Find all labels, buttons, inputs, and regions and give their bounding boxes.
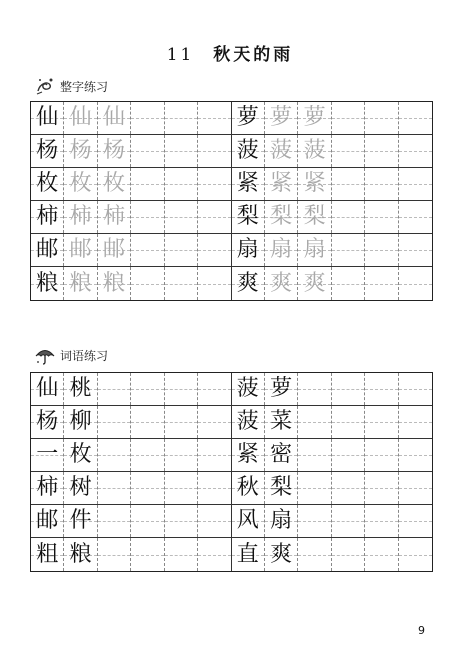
writing-cell[interactable]	[31, 201, 64, 233]
writing-cell[interactable]	[399, 505, 432, 537]
writing-cell[interactable]	[31, 234, 64, 266]
writing-cell[interactable]	[399, 168, 432, 200]
writing-cell[interactable]	[131, 102, 164, 134]
writing-cell[interactable]	[31, 472, 64, 504]
writing-cell[interactable]	[165, 439, 198, 471]
writing-cell[interactable]	[332, 472, 365, 504]
writing-cell[interactable]	[165, 373, 198, 405]
writing-cell[interactable]	[131, 538, 164, 571]
writing-cell[interactable]	[265, 267, 298, 300]
grid-row	[31, 538, 432, 571]
character: 邮	[36, 508, 59, 533]
writing-cell[interactable]	[98, 505, 131, 537]
grid-row	[31, 505, 432, 538]
writing-cell[interactable]	[31, 135, 64, 167]
character: 菠	[303, 138, 326, 163]
writing-cell[interactable]	[165, 135, 198, 167]
grid-row	[31, 267, 432, 300]
writing-cell[interactable]	[98, 439, 131, 471]
character: 秋	[236, 475, 259, 500]
writing-cell[interactable]	[98, 201, 131, 233]
writing-cell[interactable]	[98, 406, 131, 438]
character: 柿	[69, 204, 92, 229]
writing-cell[interactable]	[298, 102, 331, 134]
writing-cell[interactable]	[298, 538, 331, 571]
writing-cell[interactable]	[365, 135, 398, 167]
writing-cell[interactable]	[332, 135, 365, 167]
writing-cell[interactable]	[232, 406, 265, 438]
character: 柿	[36, 475, 59, 500]
character: 枚	[69, 442, 92, 467]
writing-cell[interactable]	[131, 168, 164, 200]
writing-cell[interactable]	[399, 135, 432, 167]
character: 菠	[236, 409, 259, 434]
writing-cell[interactable]	[265, 234, 298, 266]
character: 柳	[69, 409, 92, 434]
writing-cell[interactable]	[298, 439, 331, 471]
writing-cell[interactable]	[298, 201, 331, 233]
writing-cell[interactable]	[298, 234, 331, 266]
character: 爽	[270, 270, 293, 296]
character: 杨	[36, 138, 59, 163]
writing-cell[interactable]	[399, 406, 432, 438]
character: 梨	[270, 204, 293, 229]
writing-cell[interactable]	[165, 472, 198, 504]
writing-cell[interactable]	[98, 538, 131, 571]
writing-cell[interactable]	[131, 505, 164, 537]
writing-cell[interactable]	[64, 505, 97, 537]
character: 杨	[103, 138, 126, 163]
writing-cell[interactable]	[198, 472, 231, 504]
writing-cell[interactable]	[64, 373, 97, 405]
character: 萝	[270, 376, 293, 401]
grid-row	[31, 234, 432, 267]
writing-cell[interactable]	[399, 373, 432, 405]
writing-cell[interactable]	[232, 168, 265, 200]
character: 桃	[69, 376, 92, 401]
character: 菜	[270, 409, 293, 434]
writing-cell[interactable]	[198, 373, 231, 405]
swirl-sprite-icon	[34, 75, 56, 97]
writing-cell[interactable]	[64, 201, 97, 233]
writing-cell[interactable]	[165, 102, 198, 134]
writing-cell[interactable]	[265, 406, 298, 438]
writing-cell[interactable]	[298, 472, 331, 504]
writing-cell[interactable]	[31, 538, 64, 571]
character: 扇	[303, 237, 326, 262]
character: 紧	[270, 171, 293, 196]
character: 紧	[236, 171, 259, 196]
character: 杨	[69, 138, 92, 163]
writing-cell[interactable]	[232, 538, 265, 571]
writing-cell[interactable]	[165, 168, 198, 200]
writing-cell[interactable]	[198, 102, 231, 134]
writing-cell[interactable]	[265, 472, 298, 504]
writing-cell[interactable]	[399, 538, 432, 571]
writing-cell[interactable]	[31, 267, 64, 300]
character: 菠	[270, 138, 293, 163]
writing-cell[interactable]	[399, 267, 432, 300]
grid-row	[31, 135, 432, 168]
writing-cell[interactable]	[98, 102, 131, 134]
writing-cell[interactable]	[64, 102, 97, 134]
writing-cell[interactable]	[232, 201, 265, 233]
writing-cell[interactable]	[64, 234, 97, 266]
character: 萝	[270, 105, 293, 130]
writing-cell[interactable]	[365, 505, 398, 537]
writing-cell[interactable]	[365, 538, 398, 571]
writing-cell[interactable]	[98, 168, 131, 200]
writing-cell[interactable]	[365, 168, 398, 200]
character: 风	[236, 508, 259, 533]
writing-cell[interactable]	[165, 267, 198, 300]
writing-cell[interactable]	[131, 373, 164, 405]
writing-cell[interactable]	[165, 201, 198, 233]
writing-cell[interactable]	[365, 373, 398, 405]
writing-cell[interactable]	[165, 406, 198, 438]
character-practice-grid	[30, 101, 433, 301]
writing-cell[interactable]	[198, 267, 231, 300]
writing-cell[interactable]	[98, 373, 131, 405]
writing-cell[interactable]	[399, 102, 432, 134]
writing-cell[interactable]	[98, 135, 131, 167]
writing-cell[interactable]	[298, 267, 331, 300]
character: 直	[236, 541, 259, 567]
writing-cell[interactable]	[265, 168, 298, 200]
character: 枚	[69, 171, 92, 196]
character: 邮	[69, 237, 92, 262]
writing-cell[interactable]	[31, 505, 64, 537]
writing-cell[interactable]	[232, 373, 265, 405]
character: 梨	[270, 475, 293, 500]
character: 扇	[270, 237, 293, 262]
writing-cell[interactable]	[31, 373, 64, 405]
section2-label: 词语练习	[60, 348, 109, 363]
character: 爽	[236, 270, 259, 296]
character: 萝	[236, 105, 259, 130]
writing-cell[interactable]	[365, 439, 398, 471]
writing-cell[interactable]	[198, 135, 231, 167]
writing-cell[interactable]	[265, 538, 298, 571]
writing-cell[interactable]	[64, 135, 97, 167]
character: 菠	[236, 138, 259, 163]
writing-cell[interactable]	[98, 472, 131, 504]
writing-cell[interactable]	[332, 201, 365, 233]
writing-cell[interactable]	[332, 505, 365, 537]
character: 扇	[236, 237, 259, 262]
writing-cell[interactable]	[31, 102, 64, 134]
writing-cell[interactable]	[31, 439, 64, 471]
writing-cell[interactable]	[31, 406, 64, 438]
writing-cell[interactable]	[198, 439, 231, 471]
writing-cell[interactable]	[265, 373, 298, 405]
writing-cell[interactable]	[332, 234, 365, 266]
writing-cell[interactable]	[399, 234, 432, 266]
writing-cell[interactable]	[31, 168, 64, 200]
character: 梨	[303, 204, 326, 229]
writing-cell[interactable]	[298, 406, 331, 438]
character: 一	[36, 442, 59, 467]
writing-cell[interactable]	[198, 538, 231, 571]
character: 紧	[236, 442, 259, 467]
writing-cell[interactable]	[165, 538, 198, 571]
character: 梨	[236, 204, 259, 229]
character: 爽	[270, 541, 293, 567]
character: 粮	[69, 541, 92, 567]
writing-cell[interactable]	[298, 168, 331, 200]
character: 仙	[103, 105, 126, 130]
character: 仙	[36, 376, 59, 401]
writing-cell[interactable]	[98, 234, 131, 266]
writing-cell[interactable]	[165, 505, 198, 537]
umbrella-icon	[34, 344, 56, 366]
character: 仙	[69, 105, 92, 130]
writing-cell[interactable]	[332, 373, 365, 405]
page-number: 9	[418, 624, 425, 637]
writing-cell[interactable]	[332, 406, 365, 438]
writing-cell[interactable]	[232, 135, 265, 167]
writing-cell[interactable]	[131, 234, 164, 266]
writing-cell[interactable]	[198, 234, 231, 266]
grid-row	[31, 201, 432, 234]
character: 树	[69, 475, 92, 500]
writing-cell[interactable]	[64, 472, 97, 504]
writing-cell[interactable]	[64, 406, 97, 438]
grid-row	[31, 439, 432, 472]
writing-cell[interactable]	[198, 201, 231, 233]
writing-cell[interactable]	[298, 373, 331, 405]
grid-row	[31, 168, 432, 201]
section1-header	[34, 74, 108, 98]
writing-cell[interactable]	[332, 267, 365, 300]
character: 爽	[303, 270, 326, 296]
writing-cell[interactable]	[332, 168, 365, 200]
grid-row	[31, 472, 432, 505]
writing-cell[interactable]	[265, 505, 298, 537]
writing-cell[interactable]	[365, 201, 398, 233]
character: 粮	[69, 270, 92, 296]
writing-cell[interactable]	[265, 439, 298, 471]
grid-row	[31, 373, 432, 406]
writing-cell[interactable]	[399, 201, 432, 233]
character: 密	[270, 442, 293, 467]
character: 枚	[103, 171, 126, 196]
grid-row	[31, 102, 432, 135]
writing-cell[interactable]	[131, 472, 164, 504]
character: 仙	[36, 105, 59, 130]
writing-cell[interactable]	[232, 102, 265, 134]
writing-cell[interactable]	[131, 406, 164, 438]
character: 柿	[103, 204, 126, 229]
character: 萝	[303, 105, 326, 130]
writing-cell[interactable]	[165, 234, 198, 266]
writing-cell[interactable]	[332, 439, 365, 471]
writing-cell[interactable]	[198, 505, 231, 537]
writing-cell[interactable]	[131, 135, 164, 167]
writing-cell[interactable]	[198, 168, 231, 200]
writing-cell[interactable]	[64, 267, 97, 300]
writing-cell[interactable]	[198, 406, 231, 438]
character: 扇	[270, 508, 293, 533]
writing-cell[interactable]	[265, 102, 298, 134]
writing-cell[interactable]	[298, 505, 331, 537]
writing-cell[interactable]	[365, 406, 398, 438]
character: 柿	[36, 204, 59, 229]
character: 邮	[36, 237, 59, 262]
writing-cell[interactable]	[365, 472, 398, 504]
writing-cell[interactable]	[365, 234, 398, 266]
writing-cell[interactable]	[332, 102, 365, 134]
character: 杨	[36, 409, 59, 434]
character: 粮	[36, 270, 59, 296]
writing-cell[interactable]	[265, 201, 298, 233]
writing-cell[interactable]	[365, 267, 398, 300]
writing-cell[interactable]	[332, 538, 365, 571]
writing-cell[interactable]	[365, 102, 398, 134]
writing-cell[interactable]	[64, 168, 97, 200]
lesson-number: 11	[166, 45, 195, 65]
lesson-title: 秋天的雨	[213, 45, 294, 65]
page-title	[0, 40, 460, 65]
writing-cell[interactable]	[64, 538, 97, 571]
writing-cell[interactable]	[131, 267, 164, 300]
writing-cell[interactable]	[98, 267, 131, 300]
writing-cell[interactable]	[131, 439, 164, 471]
writing-cell[interactable]	[232, 505, 265, 537]
character: 枚	[36, 171, 59, 196]
writing-cell[interactable]	[232, 472, 265, 504]
writing-cell[interactable]	[64, 439, 97, 471]
writing-cell[interactable]	[232, 439, 265, 471]
character: 邮	[103, 237, 126, 262]
character: 粗	[36, 541, 59, 567]
character: 粮	[103, 270, 126, 296]
grid-row	[31, 406, 432, 439]
character: 件	[69, 508, 92, 533]
writing-cell[interactable]	[265, 135, 298, 167]
section1-label: 整字练习	[60, 79, 109, 94]
character: 菠	[236, 376, 259, 401]
writing-cell[interactable]	[399, 472, 432, 504]
writing-cell[interactable]	[298, 135, 331, 167]
writing-cell[interactable]	[232, 267, 265, 300]
writing-cell[interactable]	[399, 439, 432, 471]
character: 紧	[303, 171, 326, 196]
writing-cell[interactable]	[232, 234, 265, 266]
section2-header	[34, 343, 108, 367]
word-practice-grid	[30, 372, 433, 572]
writing-cell[interactable]	[131, 201, 164, 233]
